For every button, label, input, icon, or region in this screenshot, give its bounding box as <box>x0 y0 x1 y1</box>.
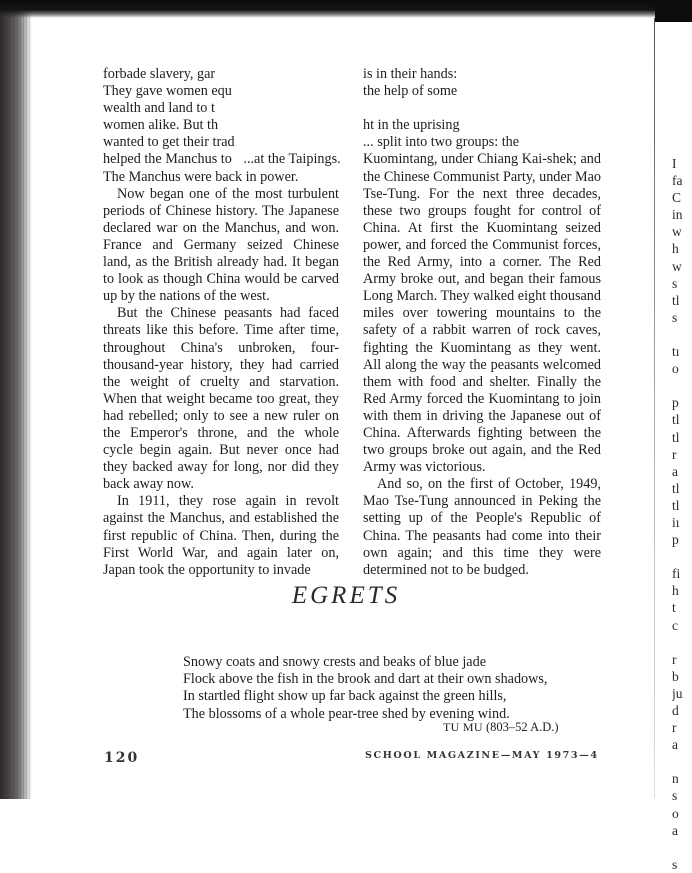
edge-letter: d <box>672 703 679 718</box>
edge-letter: s <box>672 788 678 804</box>
edge-letter: o <box>672 805 679 821</box>
poem-line: In startled flight show up far back against the green hills, <box>183 688 507 705</box>
edge-letter: tl <box>672 497 680 513</box>
left-text-column <box>103 66 339 579</box>
paragraph: But the Chinese peasants had faced threats like this before. Time after time, throughout China's unbroken, four-thousand-year history, they had carried the weight of cruelty and starvation. When that weight became too great, they had rebelled; only to see a new ruler on the Emperor's throne, and the whole cycle begin again. But never once had they backed away for long, nor did they back away now. <box>103 305 339 493</box>
fragment-line: wanted to get their trad <box>103 134 235 151</box>
poem-line: The blossoms of a whole pear-tree shed by evening wind. <box>183 705 510 722</box>
edge-letter: w <box>672 258 682 274</box>
fragment-line: forbade slavery, gar <box>103 66 216 82</box>
right-corner-shadow <box>655 0 692 22</box>
poem-title: EGRETS <box>291 582 401 609</box>
paragraph: In 1911, they rose again in revolt against the Manchus, and established the first republic of China. Then, during the First World War, and again later on, Japan took the opportunity to invade <box>103 493 339 578</box>
edge-gap <box>672 634 692 651</box>
paragraph: Kuomintang, under Chiang Kai-shek; and the Chinese Communist Party, under Mao Tse-Tung. For the next three decades, these two groups fought for control of China. At first the Kuomintang seized power, and forced the Communist forces, the Red Army, into a corner. The Red Army broke out, and began their famous Long March. They walked eight thousand miles over towering mountains to the safety of a rabbit warren of rock caves, fighting the Kuomintang as they went. All along the way the peasants welcomed them with food and shelter. Finally the Red Army forced the Kuomintang to join with them in driving the Japanese out of China. Afterwards fighting between the two groups broke out again, and the Red Army was victorious. <box>363 151 601 476</box>
fragment-line: is in their hands: <box>363 66 458 82</box>
poem-line: Flock above the fish in the brook and dart at their own shadows, <box>183 671 548 688</box>
edge-letter: c <box>672 617 678 633</box>
edge-letter: b <box>672 668 679 684</box>
edge-letter: s <box>672 275 678 291</box>
poem-body <box>183 654 547 723</box>
edge-letter: w <box>672 224 682 240</box>
edge-gap <box>672 326 692 343</box>
edge-gap <box>672 377 692 394</box>
edge-letter: in <box>672 207 683 223</box>
edge-gap <box>672 839 692 856</box>
edge-letter: I <box>672 156 677 171</box>
edge-letter: tl <box>672 480 680 496</box>
page-edge-lines <box>14 0 32 799</box>
fragment-line-start: helped the Manchus to <box>103 151 232 168</box>
fragment-line: ... split into two groups: the <box>363 134 520 151</box>
top-edge-shadow <box>0 0 692 18</box>
fragment-line <box>103 151 339 168</box>
fragment-line: They gave women equ <box>103 83 232 100</box>
running-footer: SCHOOL MAGAZINE—MAY 1973—4 <box>365 750 599 761</box>
edge-letter: tl <box>672 292 680 308</box>
edge-letter: s <box>672 309 678 325</box>
fragment-line-blank <box>363 100 601 117</box>
fragment-line-tail: ...at the Taipings. <box>243 151 341 168</box>
edge-letter: r <box>672 446 677 462</box>
edge-letter: t <box>672 600 676 616</box>
edge-letter: iı <box>672 514 680 530</box>
poem-author: TU MU <box>443 720 483 734</box>
poem-line: Snowy coats and snowy crests and beaks of blue jade <box>183 654 486 670</box>
fragment-line: women alike. But th <box>103 117 219 134</box>
next-page-edge-text <box>672 155 692 873</box>
edge-letter: a <box>672 737 678 753</box>
poem-attribution <box>443 720 559 735</box>
edge-letter: p <box>672 395 679 411</box>
edge-letter: h <box>672 583 679 599</box>
edge-gap <box>672 753 692 770</box>
edge-letter: C <box>672 190 682 206</box>
edge-letter: p <box>672 532 679 548</box>
edge-letter: s <box>672 856 678 872</box>
paragraph: And so, on the first of October, 1949, Mao Tse-Tung announced in Peking the setting up of the People's Republic of China. The peasants had come into their own again; and this time they were determined not to be budged. <box>363 476 601 578</box>
edge-letter: fi <box>672 566 681 582</box>
page-number: 120 <box>104 750 140 766</box>
edge-letter: ju <box>672 685 683 701</box>
paragraph: Now began one of the most turbulent periods of Chinese history. The Japanese declared war on the Manchus, and won. France and Germany seized Chinese land, as the British already had. It began to look as though China would be carved up by the nations of the west. <box>103 185 339 305</box>
right-text-column <box>363 66 601 579</box>
edge-letter: n <box>672 771 679 787</box>
edge-letter: a <box>672 463 678 479</box>
edge-letter: r <box>672 720 677 736</box>
edge-letter: tl <box>672 429 680 445</box>
fragment-line: the help of some <box>363 83 458 100</box>
edge-letter: tı <box>672 344 680 360</box>
paragraph-line: The Manchus were back in power. <box>103 168 299 185</box>
edge-letter: tl <box>672 412 680 428</box>
edge-letter: fa <box>672 173 683 189</box>
edge-gap <box>672 548 692 565</box>
edge-letter: o <box>672 361 679 377</box>
fragment-line: wealth and land to t <box>103 100 215 117</box>
edge-letter: r <box>672 651 677 667</box>
edge-letter: a <box>672 822 678 838</box>
page-fold-line <box>654 18 655 798</box>
edge-letter: h <box>672 241 679 257</box>
poem-dates: (803–52 A.D.) <box>485 720 559 734</box>
fragment-line: ht in the uprising <box>363 117 460 134</box>
